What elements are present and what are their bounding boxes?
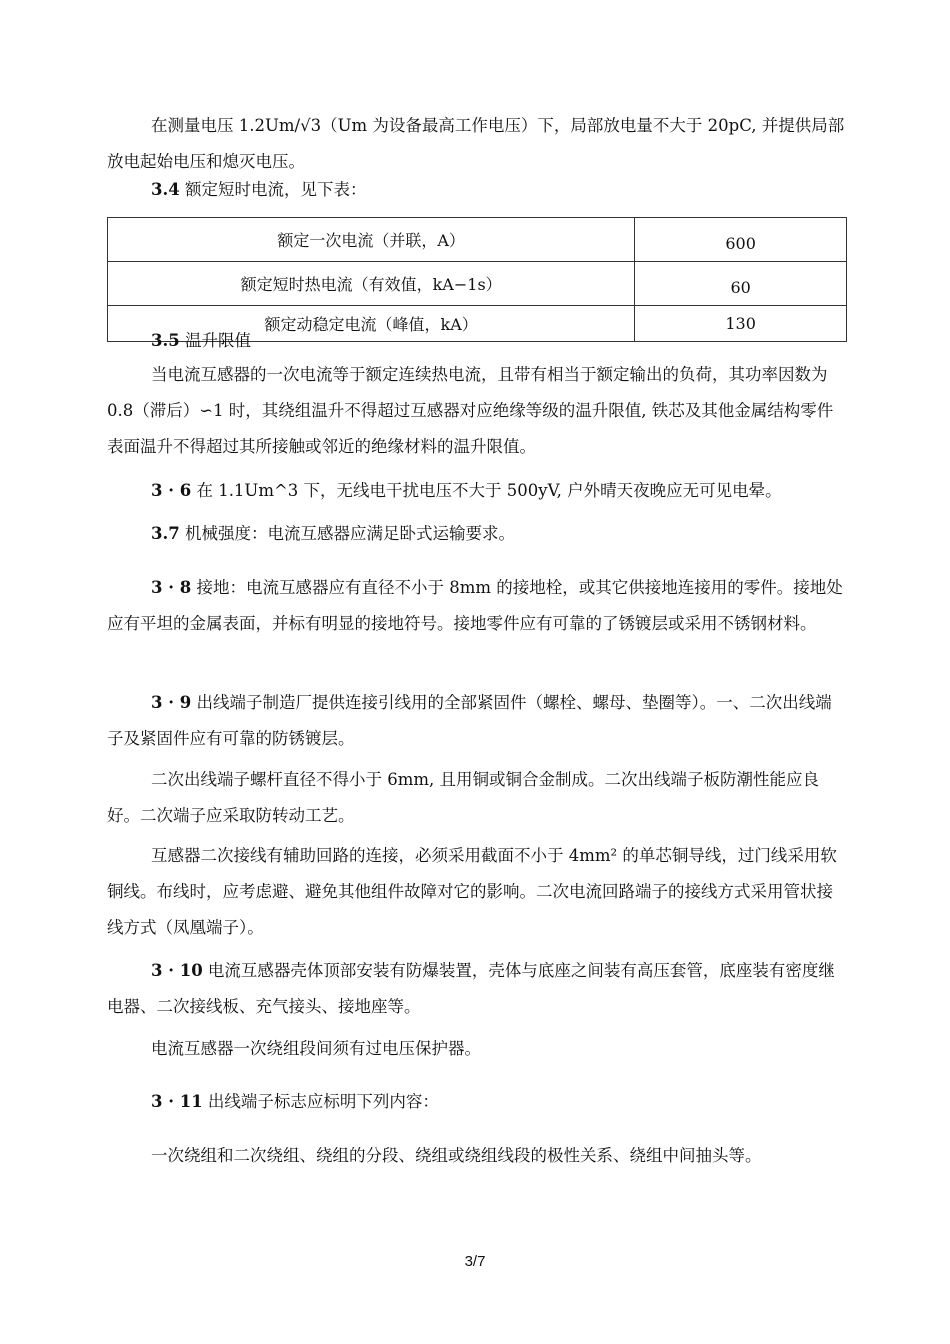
section-text: 机械强度：电流互感器应满足卧式运输要求。 — [179, 524, 515, 543]
table-cell-label: 额定一次电流（并联，A） — [108, 218, 635, 262]
table-row — [108, 218, 847, 262]
section-text: 出线端子制造厂提供连接引线用的全部紧固件（螺栓、螺母、垫圈等）。一、二次出线端子及紧固件应有可靠的防锈镀层。 — [107, 693, 832, 748]
secondary-wiring-paragraph: 互感器二次接线有辅助回路的连接，必须采用截面不小于 4mm² 的单芯铜导线，过门线采用软铜线。布线时，应考虑避、避免其他组件故障对它的影响。二次电流回路端子的接线方式采用管状接线方式（凤凰端子）。 — [107, 846, 837, 937]
terminal-marking-paragraph: 一次绕组和二次绕组、绕组的分段、绕组或绕组线段的极性关系、绕组中间抽头等。 — [151, 1146, 762, 1165]
table-cell-value: 60 — [635, 262, 847, 306]
section-3-4-heading — [107, 172, 847, 208]
section-number: 3 · 11 — [151, 1092, 203, 1111]
table-cell-label: 额定短时热电流（有效值，kA−1s） — [108, 262, 635, 306]
section-text: 出线端子标志应标明下列内容： — [202, 1092, 439, 1111]
overvoltage-protector-paragraph: 电流互感器一次绕组段间须有过电压保护器。 — [151, 1039, 481, 1058]
section-3-5-heading — [107, 323, 847, 359]
table-cell-value: 600 — [635, 218, 847, 262]
page-number: 3/7 — [464, 1253, 486, 1270]
secondary-terminal-paragraph: 二次出线端子螺杆直径不得小于 6mm, 且用铜或铜合金制成。二次出线端子板防潮性能应良好。二次端子应采取防转动工艺。 — [107, 770, 820, 825]
section-number: 3 · 10 — [151, 961, 203, 980]
temperature-rise-paragraph: 当电流互感器的一次电流等于额定连续热电流，且带有相当于额定输出的负荷，其功率因数为 0.8（滞后）∽1 时，其绕组温升不得超过互感器对应绝缘等级的温升限值, 铁芯及其他金属结构零件表面温升不得超过其所接触或邻近的绝缘材料的温升限值。 — [107, 365, 834, 456]
section-number: 3.5 — [151, 331, 180, 350]
section-3-7-paragraph — [107, 516, 847, 552]
section-text: 接地：电流互感器应有直径不小于 8mm 的接地栓，或其它供接地连接用的零件。接地处应有平坦的金属表面，并标有明显的接地符号。接地零件应有可靠的了锈镀层或采用不锈钢材料。 — [107, 578, 843, 633]
section-text: 在 1.1Um^3 下，无线电干扰电压不大于 500yV, 户外晴天夜晚应无可见电晕。 — [191, 481, 782, 500]
section-number: 3.7 — [151, 524, 180, 543]
section-number: 3 · 8 — [151, 578, 192, 597]
table-cell-value: 130 — [635, 306, 847, 342]
section-number: 3 · 6 — [151, 481, 192, 500]
section-number: 3.4 — [151, 180, 180, 199]
section-3-9-paragraph — [107, 685, 847, 757]
section-3-10-paragraph — [107, 953, 847, 1025]
section-text: 温升限值 — [179, 331, 251, 350]
section-3-8-paragraph — [107, 570, 847, 642]
table-row — [108, 262, 847, 306]
partial-discharge-paragraph: 在测量电压 1.2Um/√3（Um 为设备最高工作电压）下，局部放电量不大于 20pC, 并提供局部放电起始电压和熄灭电压。 — [107, 116, 845, 171]
section-number: 3 · 9 — [151, 693, 192, 712]
section-text: 额定短时电流，见下表： — [179, 180, 367, 199]
section-3-6-paragraph — [107, 473, 847, 509]
table-cell-label: 额定动稳定电流（峰值，kA） — [108, 306, 635, 342]
section-text: 电流互感器壳体顶部安装有防爆装置，壳体与底座之间装有高压套管，底座装有密度继电器、二次接线板、充气接头、接地座等。 — [107, 961, 835, 1016]
section-3-11-paragraph — [107, 1084, 847, 1120]
